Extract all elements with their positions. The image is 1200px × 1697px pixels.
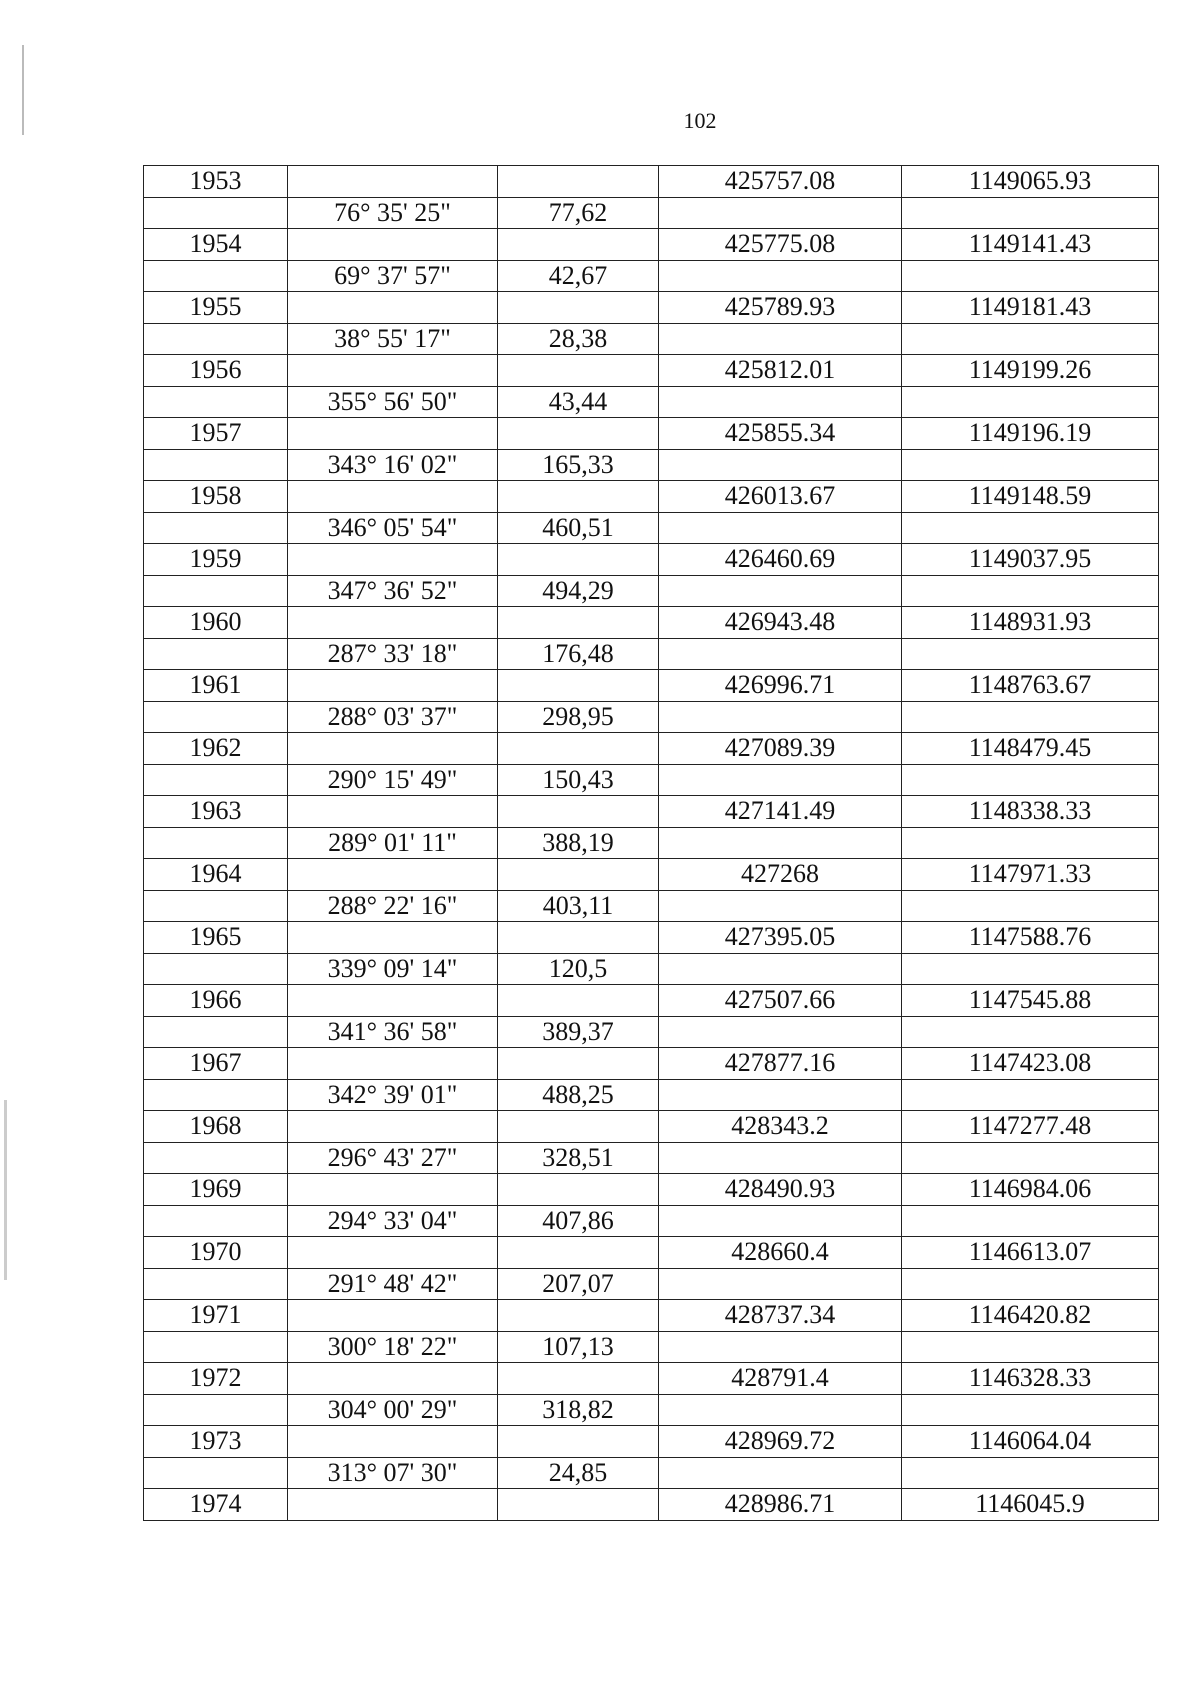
distance-cell bbox=[498, 166, 659, 198]
point-row bbox=[144, 607, 1159, 639]
distance-cell bbox=[498, 1489, 659, 1521]
distance-cell bbox=[498, 1363, 659, 1395]
y-coordinate-cell bbox=[902, 512, 1159, 544]
point-number-cell bbox=[144, 1205, 288, 1237]
segment-row bbox=[144, 1205, 1159, 1237]
x-coordinate-cell bbox=[659, 449, 902, 481]
distance-cell bbox=[498, 1111, 659, 1143]
x-coordinate-cell bbox=[659, 197, 902, 229]
point-row bbox=[144, 418, 1159, 450]
y-coordinate-cell: 1147277.48 bbox=[902, 1111, 1159, 1143]
y-coordinate-cell bbox=[902, 1331, 1159, 1363]
x-coordinate-cell bbox=[659, 1268, 902, 1300]
y-coordinate-cell: 1147423.08 bbox=[902, 1048, 1159, 1080]
x-coordinate-cell: 426013.67 bbox=[659, 481, 902, 513]
segment-row bbox=[144, 764, 1159, 796]
x-coordinate-cell: 428791.4 bbox=[659, 1363, 902, 1395]
segment-row bbox=[144, 701, 1159, 733]
bearing-cell: 288° 03' 37" bbox=[288, 701, 498, 733]
y-coordinate-cell: 1148338.33 bbox=[902, 796, 1159, 828]
x-coordinate-cell: 428986.71 bbox=[659, 1489, 902, 1521]
distance-cell bbox=[498, 1174, 659, 1206]
point-number-cell: 1963 bbox=[144, 796, 288, 828]
point-number-cell bbox=[144, 512, 288, 544]
segment-row bbox=[144, 449, 1159, 481]
point-number-cell bbox=[144, 449, 288, 481]
y-coordinate-cell bbox=[902, 323, 1159, 355]
distance-cell bbox=[498, 544, 659, 576]
segment-row bbox=[144, 575, 1159, 607]
bearing-cell: 339° 09' 14" bbox=[288, 953, 498, 985]
x-coordinate-cell bbox=[659, 953, 902, 985]
y-coordinate-cell: 1148479.45 bbox=[902, 733, 1159, 765]
y-coordinate-cell bbox=[902, 764, 1159, 796]
x-coordinate-cell: 428490.93 bbox=[659, 1174, 902, 1206]
point-number-cell: 1960 bbox=[144, 607, 288, 639]
y-coordinate-cell: 1147545.88 bbox=[902, 985, 1159, 1017]
point-row bbox=[144, 166, 1159, 198]
y-coordinate-cell bbox=[902, 1457, 1159, 1489]
distance-cell bbox=[498, 607, 659, 639]
point-number-cell bbox=[144, 890, 288, 922]
point-number-cell: 1954 bbox=[144, 229, 288, 261]
point-number-cell bbox=[144, 386, 288, 418]
bearing-cell: 342° 39' 01" bbox=[288, 1079, 498, 1111]
segment-row bbox=[144, 323, 1159, 355]
x-coordinate-cell bbox=[659, 1394, 902, 1426]
point-row bbox=[144, 1174, 1159, 1206]
bearing-cell: 294° 33' 04" bbox=[288, 1205, 498, 1237]
distance-cell: 403,11 bbox=[498, 890, 659, 922]
point-number-cell bbox=[144, 701, 288, 733]
y-coordinate-cell bbox=[902, 1394, 1159, 1426]
distance-cell bbox=[498, 1048, 659, 1080]
y-coordinate-cell: 1149037.95 bbox=[902, 544, 1159, 576]
x-coordinate-cell: 427141.49 bbox=[659, 796, 902, 828]
point-number-cell bbox=[144, 1331, 288, 1363]
x-coordinate-cell: 427268 bbox=[659, 859, 902, 891]
point-number-cell bbox=[144, 1142, 288, 1174]
point-number-cell: 1971 bbox=[144, 1300, 288, 1332]
x-coordinate-cell: 425789.93 bbox=[659, 292, 902, 324]
point-number-cell: 1972 bbox=[144, 1363, 288, 1395]
bearing-cell: 313° 07' 30" bbox=[288, 1457, 498, 1489]
segment-row bbox=[144, 1079, 1159, 1111]
distance-cell: 107,13 bbox=[498, 1331, 659, 1363]
point-row bbox=[144, 1489, 1159, 1521]
x-coordinate-cell bbox=[659, 638, 902, 670]
distance-cell bbox=[498, 481, 659, 513]
y-coordinate-cell bbox=[902, 449, 1159, 481]
segment-row bbox=[144, 1331, 1159, 1363]
segment-row bbox=[144, 638, 1159, 670]
x-coordinate-cell: 426996.71 bbox=[659, 670, 902, 702]
table-body bbox=[144, 166, 1159, 1521]
bearing-cell: 38° 55' 17" bbox=[288, 323, 498, 355]
bearing-cell bbox=[288, 292, 498, 324]
bearing-cell: 291° 48' 42" bbox=[288, 1268, 498, 1300]
x-coordinate-cell: 426943.48 bbox=[659, 607, 902, 639]
distance-cell bbox=[498, 418, 659, 450]
x-coordinate-cell: 426460.69 bbox=[659, 544, 902, 576]
y-coordinate-cell bbox=[902, 1142, 1159, 1174]
x-coordinate-cell bbox=[659, 323, 902, 355]
x-coordinate-cell bbox=[659, 1079, 902, 1111]
y-coordinate-cell: 1146045.9 bbox=[902, 1489, 1159, 1521]
point-number-cell bbox=[144, 1016, 288, 1048]
page-number: 102 bbox=[683, 108, 717, 133]
distance-cell: 120,5 bbox=[498, 953, 659, 985]
x-coordinate-cell bbox=[659, 701, 902, 733]
point-number-cell bbox=[144, 323, 288, 355]
x-coordinate-cell: 428969.72 bbox=[659, 1426, 902, 1458]
y-coordinate-cell: 1147588.76 bbox=[902, 922, 1159, 954]
bearing-cell bbox=[288, 1048, 498, 1080]
x-coordinate-cell: 428343.2 bbox=[659, 1111, 902, 1143]
distance-cell: 176,48 bbox=[498, 638, 659, 670]
distance-cell: 28,38 bbox=[498, 323, 659, 355]
x-coordinate-cell: 425757.08 bbox=[659, 166, 902, 198]
segment-row bbox=[144, 1457, 1159, 1489]
y-coordinate-cell: 1149181.43 bbox=[902, 292, 1159, 324]
point-number-cell: 1969 bbox=[144, 1174, 288, 1206]
y-coordinate-cell: 1146613.07 bbox=[902, 1237, 1159, 1269]
distance-cell bbox=[498, 1426, 659, 1458]
bearing-cell: 300° 18' 22" bbox=[288, 1331, 498, 1363]
y-coordinate-cell: 1146420.82 bbox=[902, 1300, 1159, 1332]
point-row bbox=[144, 859, 1159, 891]
segment-row bbox=[144, 1268, 1159, 1300]
segment-row bbox=[144, 1142, 1159, 1174]
bearing-cell bbox=[288, 481, 498, 513]
x-coordinate-cell bbox=[659, 1205, 902, 1237]
point-row bbox=[144, 670, 1159, 702]
x-coordinate-cell: 427507.66 bbox=[659, 985, 902, 1017]
distance-cell bbox=[498, 985, 659, 1017]
point-number-cell: 1970 bbox=[144, 1237, 288, 1269]
bearing-cell bbox=[288, 1363, 498, 1395]
y-coordinate-cell bbox=[902, 1016, 1159, 1048]
x-coordinate-cell bbox=[659, 1142, 902, 1174]
point-number-cell: 1967 bbox=[144, 1048, 288, 1080]
bearing-cell bbox=[288, 355, 498, 387]
coordinates-table bbox=[143, 165, 1159, 1521]
distance-cell: 494,29 bbox=[498, 575, 659, 607]
point-number-cell: 1968 bbox=[144, 1111, 288, 1143]
y-coordinate-cell bbox=[902, 197, 1159, 229]
y-coordinate-cell bbox=[902, 890, 1159, 922]
point-number-cell bbox=[144, 1457, 288, 1489]
distance-cell bbox=[498, 859, 659, 891]
y-coordinate-cell: 1146984.06 bbox=[902, 1174, 1159, 1206]
x-coordinate-cell bbox=[659, 1457, 902, 1489]
y-coordinate-cell bbox=[902, 575, 1159, 607]
point-number-cell bbox=[144, 638, 288, 670]
segment-row bbox=[144, 512, 1159, 544]
bearing-cell: 304° 00' 29" bbox=[288, 1394, 498, 1426]
y-coordinate-cell bbox=[902, 638, 1159, 670]
y-coordinate-cell bbox=[902, 953, 1159, 985]
point-number-cell bbox=[144, 1394, 288, 1426]
bearing-cell bbox=[288, 859, 498, 891]
distance-cell: 207,07 bbox=[498, 1268, 659, 1300]
distance-cell bbox=[498, 733, 659, 765]
distance-cell: 43,44 bbox=[498, 386, 659, 418]
distance-cell: 388,19 bbox=[498, 827, 659, 859]
point-row bbox=[144, 1237, 1159, 1269]
segment-row bbox=[144, 1016, 1159, 1048]
segment-row bbox=[144, 890, 1159, 922]
point-row bbox=[144, 1111, 1159, 1143]
point-number-cell: 1956 bbox=[144, 355, 288, 387]
segment-row bbox=[144, 260, 1159, 292]
point-row bbox=[144, 1426, 1159, 1458]
x-coordinate-cell bbox=[659, 764, 902, 796]
y-coordinate-cell: 1146064.04 bbox=[902, 1426, 1159, 1458]
y-coordinate-cell bbox=[902, 1268, 1159, 1300]
distance-cell: 318,82 bbox=[498, 1394, 659, 1426]
y-coordinate-cell bbox=[902, 827, 1159, 859]
point-number-cell bbox=[144, 197, 288, 229]
point-number-cell: 1953 bbox=[144, 166, 288, 198]
y-coordinate-cell: 1146328.33 bbox=[902, 1363, 1159, 1395]
segment-row bbox=[144, 827, 1159, 859]
x-coordinate-cell: 428737.34 bbox=[659, 1300, 902, 1332]
point-number-cell bbox=[144, 953, 288, 985]
point-number-cell bbox=[144, 827, 288, 859]
distance-cell: 165,33 bbox=[498, 449, 659, 481]
distance-cell bbox=[498, 229, 659, 261]
bearing-cell: 69° 37' 57" bbox=[288, 260, 498, 292]
bearing-cell: 290° 15' 49" bbox=[288, 764, 498, 796]
point-number-cell bbox=[144, 1079, 288, 1111]
x-coordinate-cell: 425855.34 bbox=[659, 418, 902, 450]
bearing-cell: 347° 36' 52" bbox=[288, 575, 498, 607]
distance-cell bbox=[498, 1300, 659, 1332]
distance-cell bbox=[498, 670, 659, 702]
x-coordinate-cell bbox=[659, 575, 902, 607]
bearing-cell: 341° 36' 58" bbox=[288, 1016, 498, 1048]
point-number-cell: 1966 bbox=[144, 985, 288, 1017]
y-coordinate-cell bbox=[902, 1079, 1159, 1111]
distance-cell: 460,51 bbox=[498, 512, 659, 544]
distance-cell bbox=[498, 355, 659, 387]
x-coordinate-cell: 427395.05 bbox=[659, 922, 902, 954]
bearing-cell bbox=[288, 1300, 498, 1332]
y-coordinate-cell bbox=[902, 701, 1159, 733]
bearing-cell bbox=[288, 1426, 498, 1458]
point-row bbox=[144, 544, 1159, 576]
point-row bbox=[144, 1048, 1159, 1080]
y-coordinate-cell: 1149141.43 bbox=[902, 229, 1159, 261]
segment-row bbox=[144, 197, 1159, 229]
point-number-cell: 1959 bbox=[144, 544, 288, 576]
y-coordinate-cell: 1149199.26 bbox=[902, 355, 1159, 387]
bearing-cell bbox=[288, 166, 498, 198]
point-row bbox=[144, 292, 1159, 324]
x-coordinate-cell bbox=[659, 386, 902, 418]
scan-edge-mark bbox=[4, 1100, 7, 1280]
bearing-cell: 355° 56' 50" bbox=[288, 386, 498, 418]
point-row bbox=[144, 985, 1159, 1017]
scan-edge-mark bbox=[22, 45, 24, 135]
point-row bbox=[144, 355, 1159, 387]
point-number-cell bbox=[144, 575, 288, 607]
bearing-cell bbox=[288, 229, 498, 261]
bearing-cell: 76° 35' 25" bbox=[288, 197, 498, 229]
point-row bbox=[144, 229, 1159, 261]
distance-cell: 488,25 bbox=[498, 1079, 659, 1111]
x-coordinate-cell: 428660.4 bbox=[659, 1237, 902, 1269]
bearing-cell bbox=[288, 670, 498, 702]
distance-cell: 407,86 bbox=[498, 1205, 659, 1237]
bearing-cell bbox=[288, 733, 498, 765]
point-number-cell bbox=[144, 764, 288, 796]
y-coordinate-cell bbox=[902, 386, 1159, 418]
x-coordinate-cell bbox=[659, 1016, 902, 1048]
distance-cell: 389,37 bbox=[498, 1016, 659, 1048]
point-row bbox=[144, 1363, 1159, 1395]
distance-cell: 150,43 bbox=[498, 764, 659, 796]
segment-row bbox=[144, 1394, 1159, 1426]
point-number-cell: 1961 bbox=[144, 670, 288, 702]
x-coordinate-cell: 427089.39 bbox=[659, 733, 902, 765]
x-coordinate-cell bbox=[659, 512, 902, 544]
bearing-cell bbox=[288, 418, 498, 450]
y-coordinate-cell: 1148763.67 bbox=[902, 670, 1159, 702]
bearing-cell bbox=[288, 1489, 498, 1521]
distance-cell: 77,62 bbox=[498, 197, 659, 229]
point-number-cell: 1958 bbox=[144, 481, 288, 513]
distance-cell bbox=[498, 1237, 659, 1269]
bearing-cell bbox=[288, 922, 498, 954]
bearing-cell: 296° 43' 27" bbox=[288, 1142, 498, 1174]
bearing-cell bbox=[288, 1237, 498, 1269]
x-coordinate-cell bbox=[659, 260, 902, 292]
y-coordinate-cell: 1149065.93 bbox=[902, 166, 1159, 198]
y-coordinate-cell: 1149196.19 bbox=[902, 418, 1159, 450]
point-row bbox=[144, 796, 1159, 828]
point-number-cell: 1962 bbox=[144, 733, 288, 765]
x-coordinate-cell: 425775.08 bbox=[659, 229, 902, 261]
distance-cell: 328,51 bbox=[498, 1142, 659, 1174]
bearing-cell: 343° 16' 02" bbox=[288, 449, 498, 481]
distance-cell bbox=[498, 292, 659, 324]
distance-cell: 298,95 bbox=[498, 701, 659, 733]
point-number-cell: 1974 bbox=[144, 1489, 288, 1521]
point-row bbox=[144, 1300, 1159, 1332]
bearing-cell bbox=[288, 544, 498, 576]
distance-cell bbox=[498, 796, 659, 828]
bearing-cell: 289° 01' 11" bbox=[288, 827, 498, 859]
bearing-cell bbox=[288, 796, 498, 828]
bearing-cell bbox=[288, 607, 498, 639]
bearing-cell: 346° 05' 54" bbox=[288, 512, 498, 544]
point-row bbox=[144, 922, 1159, 954]
segment-row bbox=[144, 386, 1159, 418]
x-coordinate-cell bbox=[659, 890, 902, 922]
x-coordinate-cell: 427877.16 bbox=[659, 1048, 902, 1080]
point-number-cell bbox=[144, 260, 288, 292]
bearing-cell bbox=[288, 985, 498, 1017]
point-number-cell: 1973 bbox=[144, 1426, 288, 1458]
y-coordinate-cell: 1147971.33 bbox=[902, 859, 1159, 891]
y-coordinate-cell bbox=[902, 260, 1159, 292]
y-coordinate-cell: 1148931.93 bbox=[902, 607, 1159, 639]
point-number-cell: 1957 bbox=[144, 418, 288, 450]
point-row bbox=[144, 481, 1159, 513]
bearing-cell bbox=[288, 1174, 498, 1206]
bearing-cell: 287° 33' 18" bbox=[288, 638, 498, 670]
point-row bbox=[144, 733, 1159, 765]
segment-row bbox=[144, 953, 1159, 985]
point-number-cell: 1955 bbox=[144, 292, 288, 324]
point-number-cell: 1965 bbox=[144, 922, 288, 954]
x-coordinate-cell bbox=[659, 827, 902, 859]
x-coordinate-cell: 425812.01 bbox=[659, 355, 902, 387]
x-coordinate-cell bbox=[659, 1331, 902, 1363]
point-number-cell bbox=[144, 1268, 288, 1300]
y-coordinate-cell bbox=[902, 1205, 1159, 1237]
y-coordinate-cell: 1149148.59 bbox=[902, 481, 1159, 513]
distance-cell: 24,85 bbox=[498, 1457, 659, 1489]
distance-cell: 42,67 bbox=[498, 260, 659, 292]
bearing-cell: 288° 22' 16" bbox=[288, 890, 498, 922]
point-number-cell: 1964 bbox=[144, 859, 288, 891]
distance-cell bbox=[498, 922, 659, 954]
bearing-cell bbox=[288, 1111, 498, 1143]
